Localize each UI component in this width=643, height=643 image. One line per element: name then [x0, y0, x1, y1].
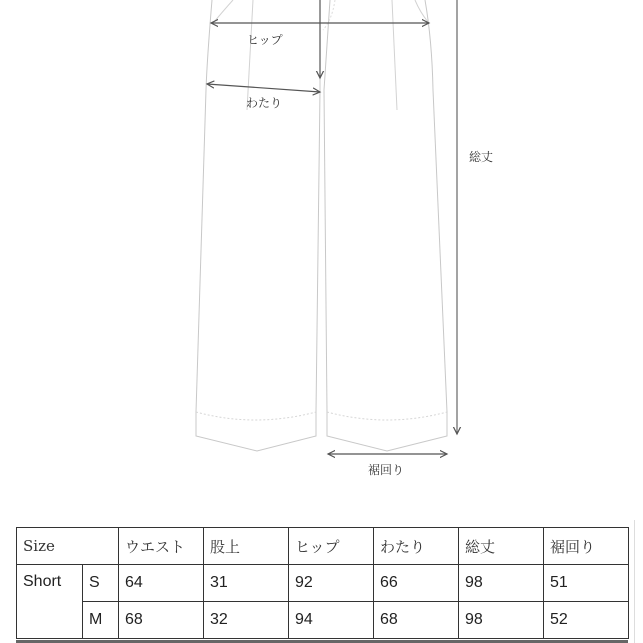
header-hip: ヒップ: [289, 528, 374, 565]
thigh-cell: 68: [374, 602, 459, 639]
size-table: [16, 527, 629, 639]
length-cell: 98: [459, 602, 544, 639]
size-cell: S: [83, 565, 119, 602]
size-group-short: Short: [17, 565, 83, 639]
hip-cell: 92: [289, 565, 374, 602]
thigh-label: わたり: [246, 96, 283, 110]
header-thigh: わたり: [374, 528, 459, 565]
size-cell: M: [83, 602, 119, 639]
thigh-cell: 66: [374, 565, 459, 602]
header-size: Size: [17, 528, 119, 565]
rise-cell: 31: [204, 565, 289, 602]
header-hem: 裾回り: [544, 528, 629, 565]
hip-label: ヒップ: [247, 33, 283, 47]
page-edge-divider: [634, 520, 635, 643]
table-header-row: [17, 528, 629, 565]
hip-cell: 94: [289, 602, 374, 639]
header-length: 総丈: [459, 528, 544, 565]
hem-cell: 51: [544, 565, 629, 602]
table-row: [17, 602, 629, 639]
length-cell: 98: [459, 565, 544, 602]
hem-label: 裾回り: [368, 463, 405, 477]
rise-cell: 32: [204, 602, 289, 639]
header-waist: ウエスト: [119, 528, 204, 565]
waist-cell: 64: [119, 565, 204, 602]
header-rise: 股上: [204, 528, 289, 565]
table-row: [17, 565, 629, 602]
total-length-label: 総丈: [469, 150, 494, 164]
hem-cell: 52: [544, 602, 629, 639]
waist-cell: 68: [119, 602, 204, 639]
